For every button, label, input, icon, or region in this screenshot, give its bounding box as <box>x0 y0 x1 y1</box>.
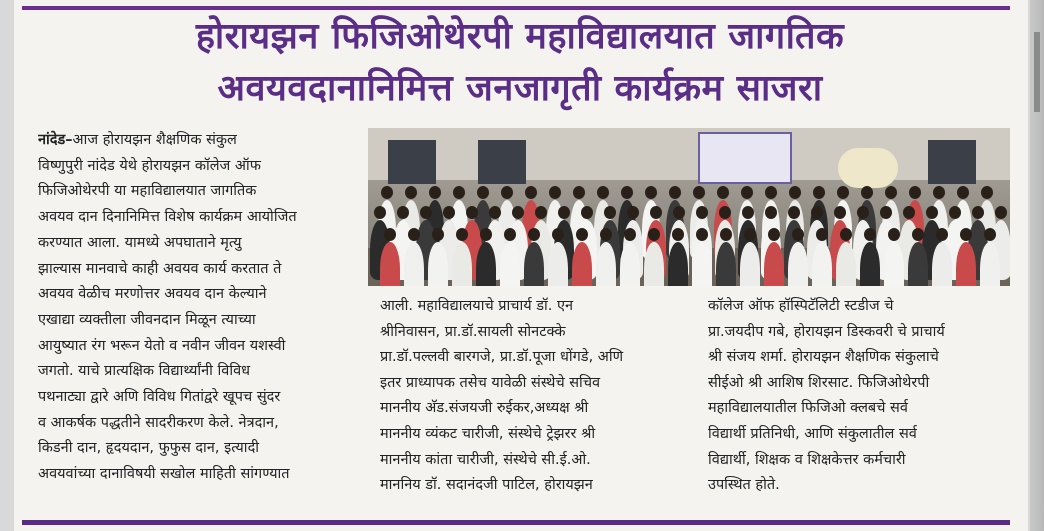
photo-person-head <box>456 228 468 241</box>
article-line: महाविद्यालयातील फिजिओ क्लबचे सर्व <box>708 400 908 417</box>
photo-person-head <box>405 186 417 199</box>
article-line: श्री संजय शर्मा. होरायझन शैक्षणिक संकुलाचे <box>708 349 939 366</box>
top-rule <box>22 6 1010 10</box>
photo-person-head <box>528 228 540 241</box>
photo-person-head <box>837 186 849 199</box>
article-line: करण्यात आला. यामध्ये अपघाताने मृत्यु <box>38 234 242 251</box>
photo-person-head <box>621 186 633 199</box>
photo-person-head <box>573 186 585 199</box>
photo-person-head <box>384 228 396 241</box>
bottom-rule <box>22 520 1010 525</box>
photo-person-head <box>600 228 612 241</box>
photo-person-head <box>816 228 828 241</box>
photo-person-head <box>888 228 900 241</box>
photo-person-head <box>903 206 915 219</box>
photo-person-head <box>885 186 897 199</box>
photo-person-head <box>864 228 876 241</box>
photo-person-head <box>840 228 852 241</box>
photo-person-head <box>512 206 524 219</box>
photo-person-head <box>984 228 996 241</box>
article-line: झाल्यास मानवाचे काही अवयव कार्य करतात ते <box>38 260 282 277</box>
edge-mark <box>1034 32 1040 112</box>
photo-person-head <box>429 186 441 199</box>
photo-person-head <box>765 206 777 219</box>
photo-person-head <box>789 186 801 199</box>
article-line: माननीय अ‍ॅड.संजयजी रुईकर,अध्यक्ष श्री <box>380 400 589 417</box>
dateline: नांदेड– <box>38 132 73 148</box>
article-line: माननीय व्यंकट चारीजी, संस्थेचे ट्रेझरर श्री <box>380 425 596 442</box>
adjacent-column-strip <box>1030 0 1044 531</box>
photo-person-head <box>717 186 729 199</box>
photo-person-head <box>926 206 938 219</box>
article-column-3 <box>708 294 1018 499</box>
photo-person-head <box>466 206 478 219</box>
article-line: माननिय डॉ. सदानंदजी पाटिल, होरायझन <box>380 477 593 494</box>
photo-person-head <box>549 186 561 199</box>
photo-person-head <box>912 228 924 241</box>
article-line: आली. महाविद्यालयाचे प्राचार्य डॉ. एन <box>380 298 574 314</box>
article-line: विष्णुपुरी नांदेड येथे होरायझन कॉलेज ऑफ <box>38 157 261 174</box>
photo-wall <box>368 128 1010 180</box>
photo-person-head <box>788 206 800 219</box>
photo-person-head <box>811 206 823 219</box>
photo-person-head <box>669 186 681 199</box>
photo-person-head <box>857 206 869 219</box>
photo-person-head <box>995 206 1007 219</box>
article-line: व आकर्षक पद्धतीने सादरीकरण केले. नेत्रदान, <box>38 414 279 431</box>
headline-line-1: होरायझन फिजिओथेरपी महाविद्यालयात जागतिक <box>195 16 845 57</box>
photo-person-head <box>558 206 570 219</box>
photo-door <box>928 140 976 184</box>
article-line: फिजिओथेरपी या महाविद्यालयात जागतिक <box>38 183 257 200</box>
photo-person-head <box>381 186 393 199</box>
photo-person-head <box>604 206 616 219</box>
photo-person-head <box>768 228 780 241</box>
photo-person-head <box>719 206 731 219</box>
photo-person-head <box>443 206 455 219</box>
photo-person-head <box>720 228 732 241</box>
article-line: प्रा.डॉ.पल्लवी बारगजे, प्रा.डॉ.पूजा धोंगडे, अणि <box>380 349 624 366</box>
photo-person-head <box>861 186 873 199</box>
article-line: पथनाट्या द्वारे अणि विविध गितांद्वरे खूपच सुंदर <box>38 389 281 406</box>
photo-person-head <box>650 206 662 219</box>
article-line: इतर प्राध्यापक तसेच यावेळी संस्थेचे सचिव <box>380 374 601 391</box>
article-line: विद्यार्थी प्रतिनिधी, आणि संकुलातील सर्व <box>708 425 917 442</box>
article-line: श्रीनिवासन, प्रा.डॉ.सायली सोनटक्के <box>380 323 566 340</box>
photo-person-head <box>627 206 639 219</box>
photo-person-head <box>696 206 708 219</box>
photo-person-head <box>648 228 660 241</box>
photo-person-head <box>741 186 753 199</box>
photo-person-head <box>813 186 825 199</box>
photo-person-head <box>397 206 409 219</box>
article-line: नांदेड–आज होरायझन शैक्षणिक संकुल <box>38 132 237 148</box>
article-column-1 <box>38 128 364 488</box>
photo-person-head <box>581 206 593 219</box>
photo-door <box>478 140 526 184</box>
photo-person-head <box>696 228 708 241</box>
photo-person-head <box>408 228 420 241</box>
article-line: उपस्थित होते. <box>708 477 780 494</box>
photo-person-head <box>936 228 948 241</box>
article-line: जगतो. याचे प्रात्यक्षिक विद्यार्थ्यांनी विविध <box>38 363 251 380</box>
photo-person-head <box>960 228 972 241</box>
article-line: एखाद्या व्यक्तीला जीवनदान मिळून त्याच्या <box>38 311 256 328</box>
article-line: माननीय कांता चारीजी, संस्थेचे सी.ई.ओ. <box>380 451 591 468</box>
photo-screen <box>698 132 792 184</box>
photo-person-head <box>673 206 685 219</box>
photo-person-head <box>909 186 921 199</box>
photo-person-head <box>933 186 945 199</box>
photo-person-head <box>949 206 961 219</box>
photo-person-head <box>489 206 501 219</box>
article-line: अवयव वेळीच मरणोत्तर अवयव दान केल्याने <box>38 286 267 303</box>
article-line: किडनी दान, हृदयदान, फुफुस दान, इत्यादी <box>38 440 260 457</box>
photo-door <box>388 140 436 184</box>
article-line: सीईओ श्री आशिष शिरसाट. फिजिओथेरपी <box>708 374 930 391</box>
photo-person-head <box>525 186 537 199</box>
group-photo <box>368 128 1010 286</box>
photo-person-head <box>432 228 444 241</box>
photo-person-head <box>480 228 492 241</box>
photo-banner <box>838 148 898 188</box>
photo-person-head <box>792 228 804 241</box>
article-line: प्रा.जयदीप गबे, होरायझन डिस्कवरी चे प्राचार्य <box>708 323 945 340</box>
photo-person-head <box>374 206 386 219</box>
article-line: अवयवांच्या दानाविषयी सखोल माहिती सांगण्यात <box>38 466 290 483</box>
photo-person-head <box>693 186 705 199</box>
article-line: कॉलेज ऑफ हॉस्पिटॅलिटी स्टडीज चे <box>708 298 894 314</box>
photo-person-head <box>420 206 432 219</box>
photo-person-head <box>597 186 609 199</box>
photo-person-head <box>501 186 513 199</box>
article-line: अवयव दान दिनानिमित्त विशेष कार्यक्रम आयोजित <box>38 209 297 226</box>
photo-person-head <box>504 228 516 241</box>
photo-person-head <box>477 186 489 199</box>
article-column-2 <box>380 294 680 499</box>
photo-person-head <box>453 186 465 199</box>
photo-person-head <box>742 206 754 219</box>
photo-person-head <box>744 228 756 241</box>
article-line: विद्यार्थी, शिक्षक व शिक्षकेत्तर कर्मचारी <box>708 451 906 468</box>
article-line: आयुष्यात रंग भरून येतो व नवीन जीवन यशस्वी <box>38 337 286 354</box>
photo-person-head <box>972 206 984 219</box>
photo-person-head <box>535 206 547 219</box>
photo-person-head <box>981 186 993 199</box>
photo-person-head <box>834 206 846 219</box>
photo-person-head <box>645 186 657 199</box>
headline-line-2: अवयवदानानिमित्त जनजागृती कार्यक्रम साजरा <box>217 68 823 109</box>
photo-person-head <box>765 186 777 199</box>
photo-person-head <box>552 228 564 241</box>
photo-person-head <box>880 206 892 219</box>
photo-person-head <box>957 186 969 199</box>
photo-person-head <box>576 228 588 241</box>
photo-person-head <box>624 228 636 241</box>
photo-person-head <box>672 228 684 241</box>
